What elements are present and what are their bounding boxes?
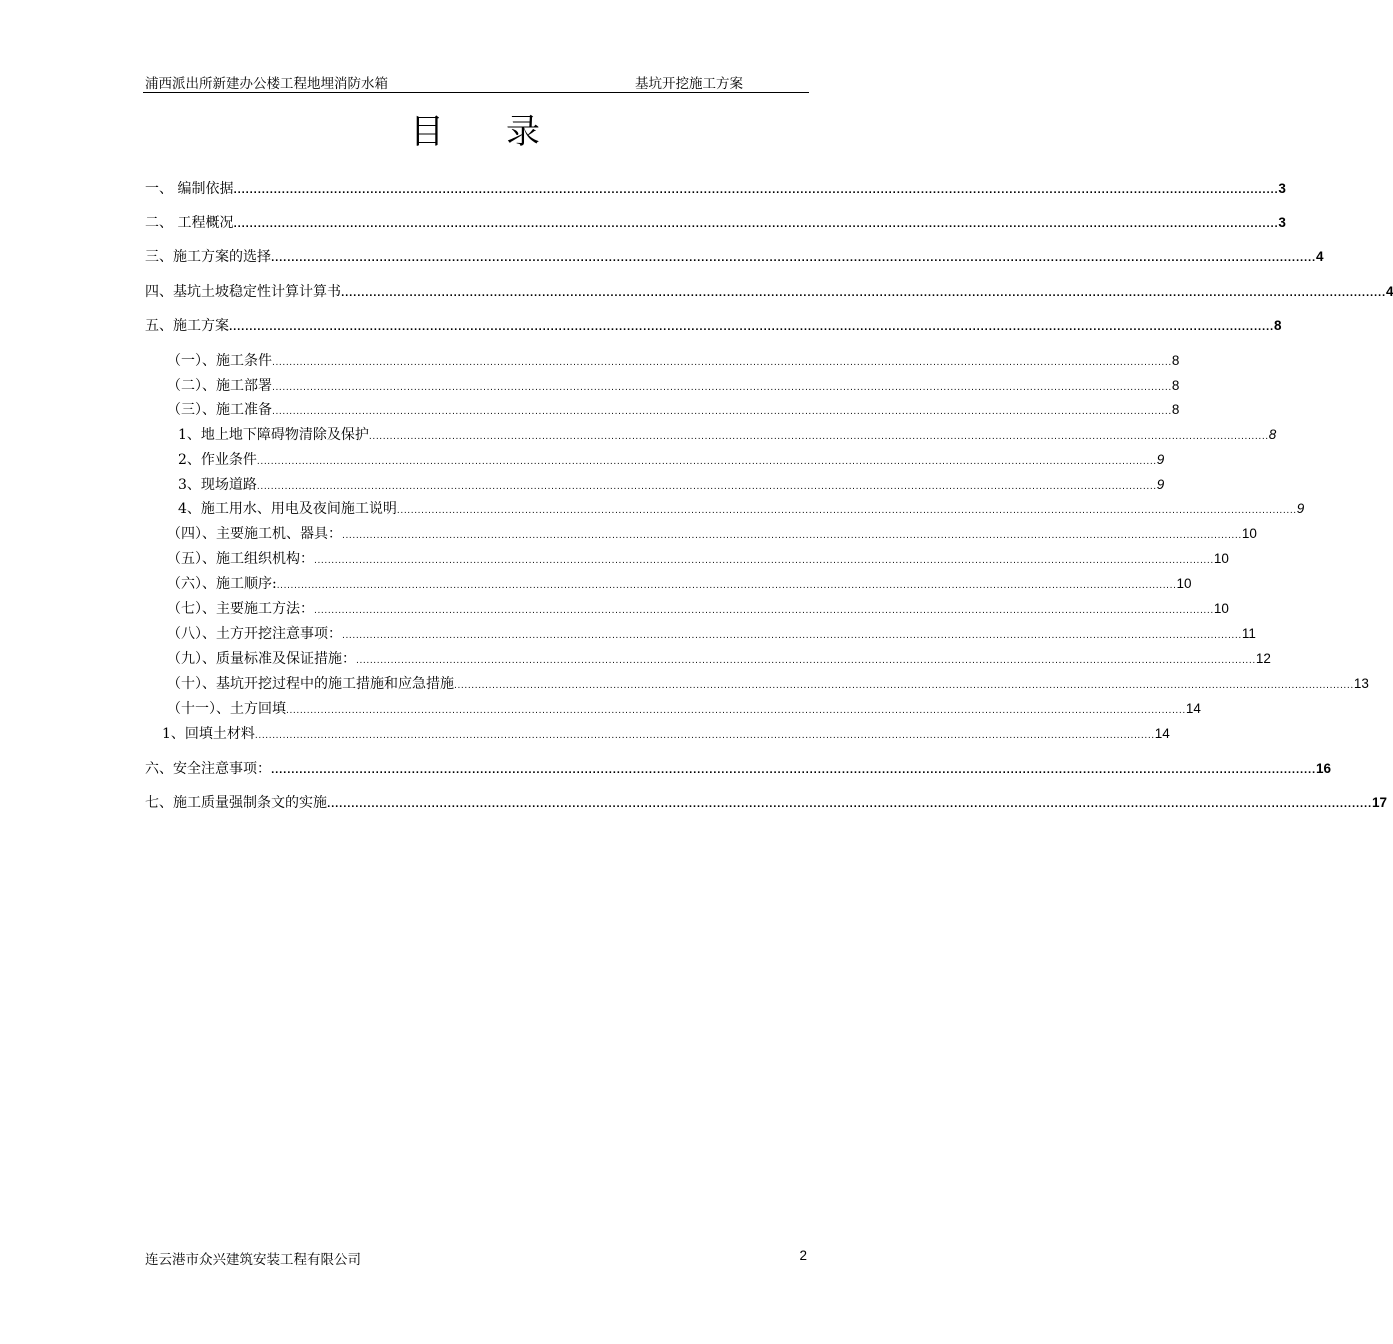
page-footer bbox=[145, 1248, 807, 1268]
toc-entry-page: 9 bbox=[1156, 452, 1165, 467]
toc-entry[interactable] bbox=[167, 375, 1180, 397]
toc-entry[interactable] bbox=[145, 758, 1331, 780]
toc-entry-label: （五）、施工组织机构： bbox=[167, 551, 314, 567]
footer-page-number: 2 bbox=[799, 1248, 807, 1263]
toc-entry[interactable] bbox=[167, 648, 1271, 670]
toc-entry-page: 16 bbox=[1315, 761, 1331, 776]
toc-entry-page: 10 bbox=[1176, 576, 1192, 591]
toc-entry-label: 一、 编制依据 bbox=[145, 181, 234, 197]
toc-dot-leader: .................................................................................................................................................................................................................................................................... bbox=[272, 358, 1172, 368]
toc-entry[interactable] bbox=[167, 573, 1192, 595]
toc-entry-label: （七）、主要施工方法： bbox=[167, 601, 314, 617]
toc-dot-leader: .................................................................................................................................................................................................................................................................... bbox=[271, 254, 1316, 264]
toc-entry-page: 8 bbox=[1273, 318, 1282, 333]
toc-dot-leader: .................................................................................................................................................................................................................................................................... bbox=[256, 457, 1157, 467]
toc-entry[interactable] bbox=[145, 281, 1393, 303]
toc-entry[interactable] bbox=[145, 246, 1324, 268]
toc-entry-page: 4 bbox=[1315, 249, 1324, 264]
toc-entry[interactable] bbox=[178, 449, 1165, 471]
toc-entry-label: 4、施工用水、用电及夜间施工说明 bbox=[178, 501, 397, 517]
toc-entry-label: 三、施工方案的选择 bbox=[145, 249, 271, 265]
toc-dot-leader: .................................................................................................................................................................................................................................................................... bbox=[314, 556, 1214, 566]
toc-entry-label: 二、 工程概况 bbox=[145, 215, 234, 231]
toc-entry-label: （二）、施工部署 bbox=[167, 378, 272, 394]
toc-entry[interactable] bbox=[167, 698, 1201, 720]
toc-entry[interactable] bbox=[167, 523, 1257, 545]
footer-company-name: 连云港市众兴建筑安装工程有限公司 bbox=[145, 1252, 361, 1268]
toc-dot-leader: .................................................................................................................................................................................................................................................................... bbox=[327, 800, 1372, 810]
toc-dot-leader: .................................................................................................................................................................................................................................................................... bbox=[271, 766, 1316, 776]
toc-entry-page: 8 bbox=[1268, 427, 1277, 442]
toc-entry-page: 8 bbox=[1171, 402, 1180, 417]
toc-entry[interactable] bbox=[162, 723, 1170, 745]
toc-dot-leader: .................................................................................................................................................................................................................................................................... bbox=[368, 432, 1269, 442]
toc-entry[interactable] bbox=[145, 792, 1387, 814]
toc-entry-page: 9 bbox=[1156, 477, 1165, 492]
toc-entry[interactable] bbox=[167, 673, 1369, 695]
toc-entry-label: （八）、土方开挖注意事项： bbox=[167, 626, 342, 642]
toc-dot-leader: .................................................................................................................................................................................................................................................................... bbox=[233, 186, 1279, 196]
toc-entry-label: 1、地上地下障碍物清除及保护 bbox=[178, 427, 369, 443]
toc-entry[interactable] bbox=[167, 598, 1229, 620]
toc-entry[interactable] bbox=[167, 399, 1180, 421]
toc-dot-leader: .................................................................................................................................................................................................................................................................... bbox=[342, 631, 1242, 641]
toc-entry[interactable] bbox=[145, 315, 1282, 337]
toc-dot-leader: .................................................................................................................................................................................................................................................................... bbox=[286, 706, 1186, 716]
toc-entry[interactable] bbox=[145, 178, 1286, 200]
toc-entry[interactable] bbox=[178, 424, 1277, 446]
toc-dot-leader: .................................................................................................................................................................................................................................................................... bbox=[314, 606, 1214, 616]
header-document-title: 基坑开挖施工方案 bbox=[635, 76, 743, 92]
toc-entry-page: 14 bbox=[1185, 701, 1201, 716]
toc-entry-label: （九）、质量标准及保证措施： bbox=[167, 651, 356, 667]
toc-entry-label: 七、施工质量强制条文的实施 bbox=[145, 795, 327, 811]
toc-entry[interactable] bbox=[145, 212, 1286, 234]
toc-entry-page: 8 bbox=[1171, 353, 1180, 368]
toc-dot-leader: .................................................................................................................................................................................................................................................................... bbox=[356, 656, 1256, 666]
toc-entry-label: （三）、施工准备 bbox=[167, 402, 272, 418]
toc-entry-page: 10 bbox=[1213, 551, 1229, 566]
toc-entry-label: （十一）、土方回填 bbox=[167, 701, 286, 717]
toc-dot-leader: .................................................................................................................................................................................................................................................................... bbox=[342, 531, 1242, 541]
toc-entry[interactable] bbox=[178, 474, 1165, 496]
toc-entry-label: （十）、基坑开挖过程中的施工措施和应急措施 bbox=[167, 676, 454, 692]
toc-entry-label: 2、作业条件 bbox=[178, 452, 257, 468]
toc-entry-page: 11 bbox=[1241, 626, 1256, 641]
toc-dot-leader: .................................................................................................................................................................................................................................................................... bbox=[341, 289, 1386, 299]
header-project-title: 浦西派出所新建办公楼工程地埋消防水箱 bbox=[145, 76, 388, 92]
toc-entry-page: 3 bbox=[1278, 215, 1286, 230]
toc-dot-leader: .................................................................................................................................................................................................................................................................... bbox=[396, 506, 1297, 516]
toc-entry[interactable] bbox=[167, 548, 1229, 570]
toc-entry-page: 13 bbox=[1353, 676, 1369, 691]
toc-dot-leader: .................................................................................................................................................................................................................................................................... bbox=[229, 323, 1274, 333]
toc-entry-page: 12 bbox=[1255, 651, 1271, 666]
toc-entry-label: 3、现场道路 bbox=[178, 477, 257, 493]
toc-entry-label: 五、施工方案 bbox=[145, 318, 229, 334]
toc-dot-leader: .................................................................................................................................................................................................................................................................... bbox=[454, 681, 1354, 691]
toc-dot-leader: .................................................................................................................................................................................................................................................................... bbox=[272, 383, 1172, 393]
toc-entry-label: （四）、主要施工机、器具： bbox=[167, 526, 342, 542]
toc-dot-leader: .................................................................................................................................................................................................................................................................... bbox=[276, 581, 1177, 591]
toc-entry[interactable] bbox=[178, 498, 1305, 520]
page-header bbox=[143, 68, 809, 93]
toc-entry-label: （一）、施工条件 bbox=[167, 353, 272, 369]
toc-entry-page: 10 bbox=[1213, 601, 1229, 616]
toc-entry-label: 六、安全注意事项： bbox=[145, 761, 271, 777]
toc-dot-leader: .................................................................................................................................................................................................................................................................... bbox=[254, 731, 1155, 741]
toc-entry-label: （六）、施工顺序: bbox=[167, 576, 277, 592]
toc-entry-page: 9 bbox=[1296, 501, 1305, 516]
toc-entry-page: 8 bbox=[1171, 378, 1180, 393]
toc-entry-page: 10 bbox=[1241, 526, 1257, 541]
toc-entry-page: 17 bbox=[1371, 795, 1387, 810]
toc-entry-label: 1、回填土材料 bbox=[162, 726, 255, 742]
toc-entry-page: 3 bbox=[1278, 181, 1286, 196]
toc-dot-leader: .................................................................................................................................................................................................................................................................... bbox=[272, 407, 1172, 417]
toc-dot-leader: .................................................................................................................................................................................................................................................................... bbox=[256, 482, 1157, 492]
toc-dot-leader: .................................................................................................................................................................................................................................................................... bbox=[233, 220, 1279, 230]
toc-entry-label: 四、基坑土坡稳定性计算计算书 bbox=[145, 284, 341, 300]
toc-entry[interactable] bbox=[167, 350, 1180, 372]
toc-entry[interactable] bbox=[167, 623, 1256, 645]
toc-entry-page: 4 bbox=[1385, 284, 1393, 299]
page-title: 目录 bbox=[410, 112, 602, 152]
toc-entry-page: 14 bbox=[1154, 726, 1170, 741]
